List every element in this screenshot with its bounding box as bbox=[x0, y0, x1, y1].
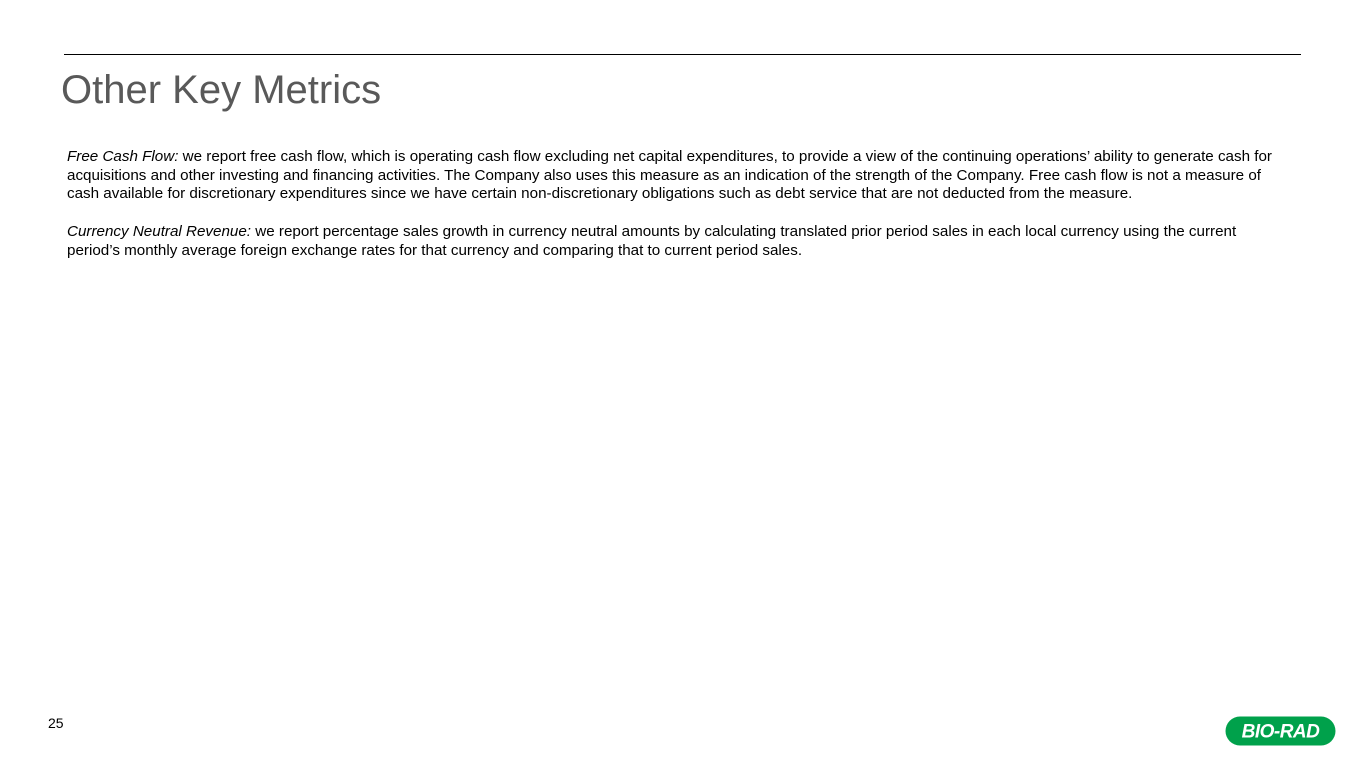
bio-rad-logo bbox=[1225, 716, 1336, 746]
definition-text: we report percentage sales growth in currency neutral amounts by calculating translated prior period sales in each local currency using the current period’s monthly average foreign exchange rates for that currency and comparing that to current period sales. bbox=[67, 222, 1237, 259]
title-divider bbox=[64, 54, 1301, 55]
definitions-body bbox=[67, 148, 1292, 279]
definition-text: we report free cash flow, which is operating cash flow excluding net capital expenditures, to provide a view of the continuing operations’ ability to generate cash for acquisitions and other investing and financing activities. The Company also uses this measure as an indication of the strength of the Company. Free cash flow is not a measure of cash available for discretionary expenditures since we have certain non-discretionary obligations such as debt service that are not deducted from the measure. bbox=[67, 148, 1272, 203]
slide-title: Other Key Metrics bbox=[61, 68, 382, 112]
page-number: 25 bbox=[48, 715, 64, 731]
logo-text: BIO-RAD bbox=[1241, 721, 1320, 743]
definition-free-cash-flow bbox=[67, 148, 1292, 204]
definition-term: Currency Neutral Revenue: bbox=[67, 222, 252, 240]
definition-term: Free Cash Flow: bbox=[67, 148, 179, 165]
definition-currency-neutral-revenue bbox=[67, 223, 1292, 260]
